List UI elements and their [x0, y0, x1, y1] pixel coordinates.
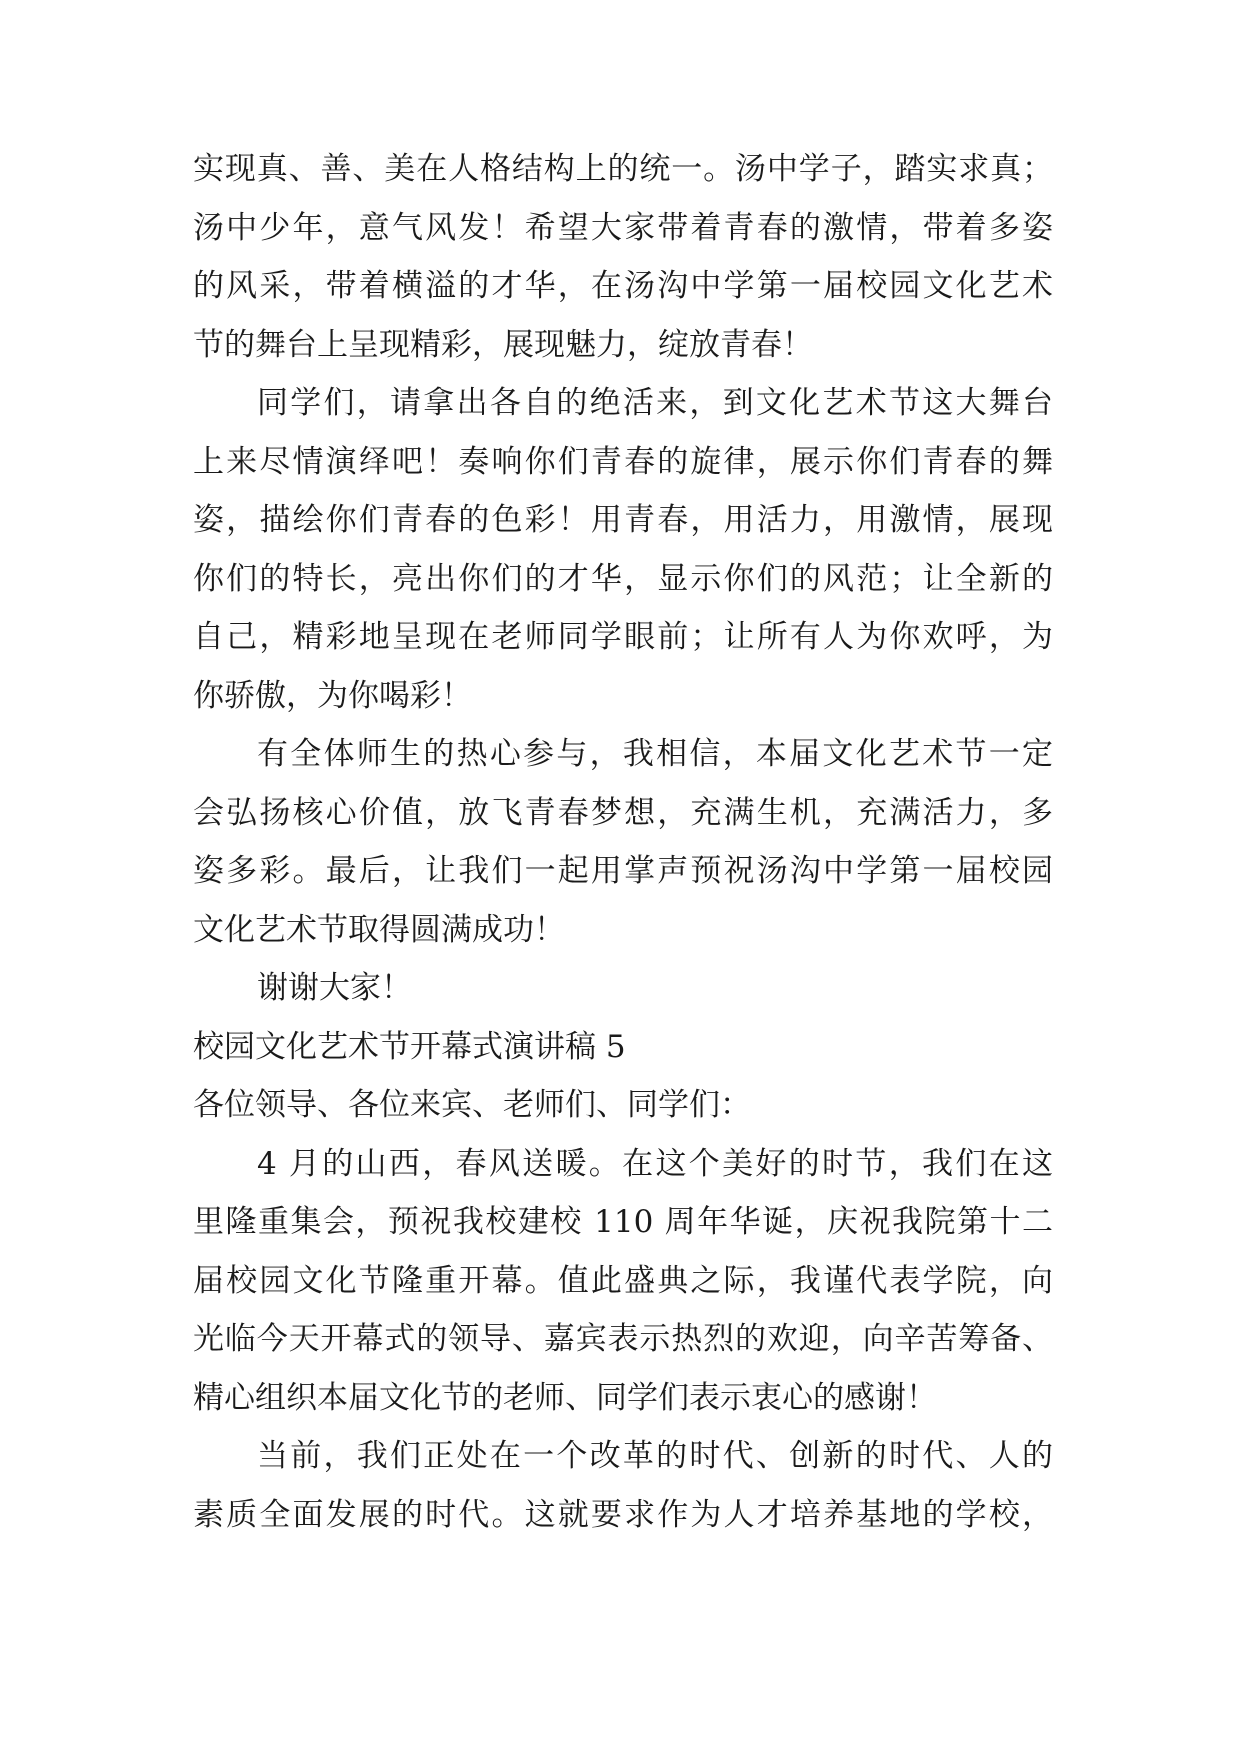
text-line: 汤中少年，意气风发！希望大家带着青春的激情，带着多姿: [193, 209, 1053, 246]
text-line: 同学们，请拿出各自的绝活来，到文化艺术节这大舞台: [257, 385, 1053, 421]
text-line: 素质全面发展的时代。这就要求作为人才培养基地的学校，: [193, 1496, 1053, 1533]
text-line: 有全体师生的热心参与，我相信，本届文化艺术节一定: [257, 736, 1053, 772]
text-line: 谢谢大家！: [257, 970, 412, 1006]
text-line: 各位领导、各位来宾、老师们、同学们：: [193, 1087, 751, 1123]
document-body: [193, 140, 1053, 1544]
text-line: 4 月的山西，春风送暖。在这个美好的时节，我们在这: [257, 1145, 1053, 1182]
text-line: 你骄傲，为你喝彩！: [193, 677, 472, 714]
text-line: 精心组织本届文化节的老师、同学们表示衷心的感谢！: [193, 1379, 937, 1416]
text-line: 当前，我们正处在一个改革的时代、创新的时代、人的: [257, 1438, 1053, 1474]
text-line: 里隆重集会，预祝我校建校 110 周年华诞，庆祝我院第十二: [193, 1204, 1053, 1240]
text-line: 光临今天开幕式的领导、嘉宾表示热烈的欢迎，向辛苦筹备、: [193, 1321, 1053, 1357]
text-line: 的风采，带着横溢的才华，在汤沟中学第一届校园文化艺术: [193, 268, 1053, 304]
text-line: 校园文化艺术节开幕式演讲稿 5: [193, 1028, 626, 1065]
text-line: 届校园文化节隆重开幕。值此盛典之际，我谨代表学院，向: [193, 1262, 1053, 1299]
text-line: 节的舞台上呈现精彩，展现魅力，绽放青春！: [193, 326, 813, 363]
text-line: 自己，精彩地呈现在老师同学眼前；让所有人为你欢呼，为: [193, 619, 1053, 655]
text-line: 上来尽情演绎吧！奏响你们青春的旋律，展示你们青春的舞: [193, 443, 1053, 480]
text-line: 姿，描绘你们青春的色彩！用青春，用活力，用激情，展现: [193, 502, 1053, 538]
text-line: 会弘扬核心价值，放飞青春梦想，充满生机，充满活力，多: [193, 794, 1053, 831]
text-line: 实现真、善、美在人格结构上的统一。汤中学子，踏实求真；: [193, 151, 1053, 187]
text-line: 文化艺术节取得圆满成功！: [193, 911, 565, 948]
text-line: 姿多彩。最后，让我们一起用掌声预祝汤沟中学第一届校园: [193, 853, 1053, 889]
text-line: 你们的特长，亮出你们的才华，显示你们的风范；让全新的: [193, 560, 1053, 597]
